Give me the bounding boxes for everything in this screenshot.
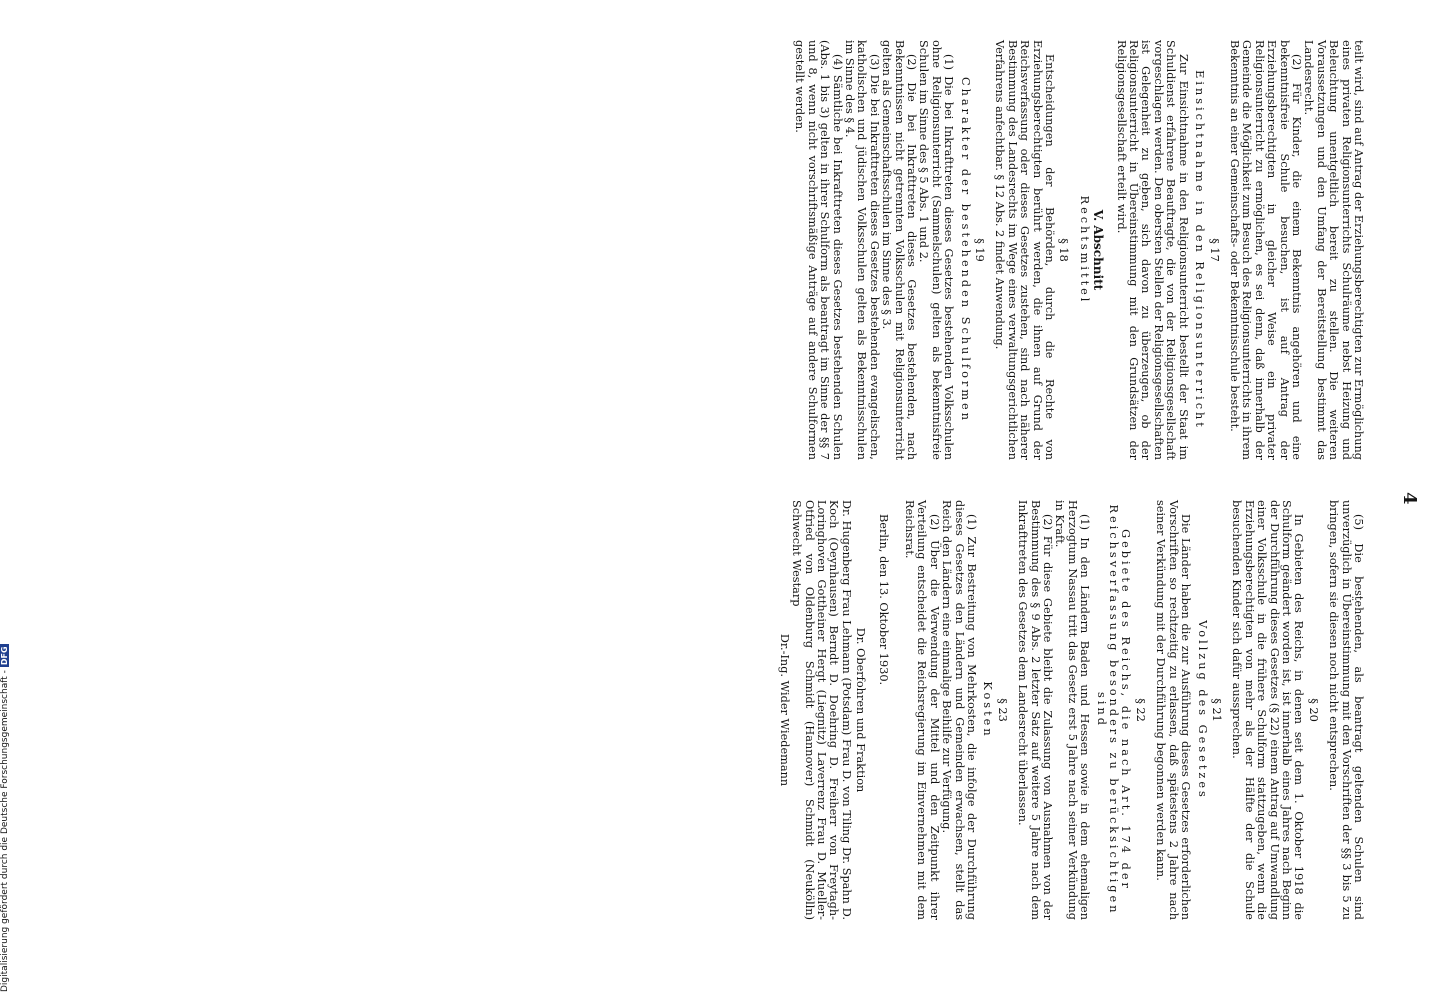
- body-paragraph: (3) Die bei Inkrafttreten dieses Gesetzes bestehenden evangelischen, katholischen und jüdischen Volksschulen gelten als Bekenntnisschulen im Sinne des § 4.: [842, 40, 881, 460]
- paragraph-number: § 18: [1057, 238, 1071, 262]
- paragraph-heading: Gebiete des Reichs, die nach Art. 174 der Reichsverfassung besonders zu berücksichtigen sind: [1094, 504, 1133, 916]
- signatories-last: Dr.-Ing. Wider Wiedemann: [777, 633, 791, 787]
- date-line: Berlin, den 13. Oktober 1930.: [876, 514, 890, 686]
- body-paragraph: (5) Die bestehenden, als beantragt geltenden Schulen sind unverzüglich in Übereinstimmung mit den Vorschriften der §§ 3 bis 5 zu bringen, sofern sie diesen noch nicht entsprechen.: [1327, 500, 1365, 920]
- body-paragraph: (2) Für Kinder, die einem Bekenntnis angehören und eine bekenntnisfreie Schule besuchen, ist auf Antrag der Erziehungsberechtigten in gleicher Weise ein privater Religionsunterricht zu ermöglichen, es sei denn, daß innerhalb der Gemeinde die Möglichkeit zum Besuch des Religionsunterrichts in ihrem Bekenntnis an einer Gemeinschafts- oder Bekenntnisschule besteht.: [1227, 40, 1303, 460]
- footer-text: Digitalisierung gefördert durch die Deutsche Forschungsgemeinschaft -: [0, 670, 10, 992]
- digitization-footer: [0, 644, 10, 992]
- paragraph-number: § 19: [973, 238, 987, 262]
- paragraph-heading: Rechtsmittel: [1077, 195, 1091, 305]
- paragraph-heading: Charakter der bestehenden Schulformen: [958, 76, 972, 423]
- paragraph-number: § 17: [1207, 238, 1221, 262]
- paragraph-number: § 21: [1209, 698, 1223, 722]
- body-paragraph: (4) Sämtliche bei Inkrafttreten dieses Gesetzes bestehenden Schulen (Abs. 1 bis 3) gelten in ihrer Schulform als beantragt im Sinne der §§ 7 und 8, wenn nicht vorschriftsmäßige Anträge auf andere Schulformen gestellt werden.: [793, 40, 844, 460]
- signatories: Dr. Hugenberg Frau Lehmann (Potsdam) Frau D. von Tiling Dr. Spahn D. Koch (Oeynhausen) Berndt D. Doehring D. Freiherr von Freytagh-Loringhoven Gottheiner Hergt (Liegnitz) Laverrenz Frau D. Mueller-Otfried von Oldenburg Schmidt (Hannover) Schmidt (Neukölln) Schwecht Westarp: [790, 500, 853, 920]
- body-paragraph: (1) Die bei Inkrafttreten dieses Gesetzes bestehenden Volksschulen ohne Religionsunterricht (Sammelschulen) gelten als bekenntnisfreie Schulen im Sinne des § 5 Abs. 1 und 2.: [917, 40, 956, 460]
- body-paragraph: In Gebieten des Reichs, in denen seit dem 1. Oktober 1918 die Schulform geändert worden ist, ist innerhalb eines Jahres nach Beginn der Durchführung dieses Gesetzes (§ 22) einem Antrag auf Umwandlung einer Volksschule in die frühere Schulform stattzugeben, wenn die Erziehungsberechtigten von mehr als der Hälfte der die Schule besuchenden Kinder sich dafür aussprechen.: [1230, 500, 1306, 920]
- body-paragraph: Die Länder haben die zur Ausführung dieses Gesetzes erforderlichen Vorschriften so rechtzeitig zu erlassen, daß spätestens 2 Jahre nach seiner Verkündung mit der Durchführung begonnen werden kann.: [1154, 500, 1193, 920]
- body-paragraph: Zur Einsichtnahme in den Religionsunterricht bestellt der Staat im Schuldienst erfahrene Beauftragte, die von der Religionsgesellschaft vorgeschlagen werden. Den obersten Stellen der Religionsgesellschaften ist Gelegenheit zu geben, sich davon zu überzeugen, ob der Religionsunterricht in Übereinstimmung mit den Grundsätzen der Religionsgesellschaft erteilt wird.: [1114, 40, 1190, 461]
- body-paragraph: (1) Zur Bestreitung von Mehrkosten, die infolge der Durchführung dieses Gesetzes den Ländern und Gemeinden erwachsen, stellt das Reich den Ländern eine einmalige Beihilfe zur Verfügung.: [940, 500, 979, 920]
- right-column: [777, 500, 1364, 920]
- body-paragraph: (2) Die bei Inkrafttreten dieses Gesetzes bestehenden, nach Bekenntnissen nicht getrennten Volksschulen mit Religionsunterricht gelten als Gemeinschaftsschulen im Sinne des § 3.: [880, 40, 918, 460]
- paragraph-heading: Vollzug des Gesetzes: [1195, 620, 1209, 800]
- body-paragraph: Entscheidungen der Behörden, durch die Rechte von Erziehungsberechtigten berührt werden, die ihnen auf Grund der Reichsverfassung oder dieses Gesetzes zustehen, sind nach näherer Bestimmung des Landesrechts im Wege eines verwaltungsgerichtlichen Verfahrens anfechtbar. § 12 Abs. 2 findet Anwendung.: [993, 40, 1057, 460]
- paragraph-heading: Einsichtnahme in den Religionsunterricht: [1193, 70, 1207, 430]
- body-paragraph: teilt wird, sind auf Antrag der Erziehungsberechtigten zur Ermöglichung eines privaten Religionsunterrichts Schulräume nebst Heizung und Beleuchtung unentgeltlich bereit zu stellen. Die weiteren Voraussetzungen und den Umfang der Bereitstellung bestimmt das Landesrecht.: [1302, 40, 1365, 460]
- party-line: Dr. Oberfohren und Fraktion: [854, 627, 868, 793]
- left-column: [793, 40, 1364, 460]
- paragraph-number: § 20: [1306, 698, 1320, 722]
- section-heading: V. Abschnitt: [1091, 209, 1106, 291]
- body-paragraph: (1) In den Ländern Baden und Hessen sowie in dem ehemaligen Herzogtum Nassau tritt das Gesetz erst 5 Jahre nach seiner Verkündung in Kraft.: [1053, 500, 1092, 920]
- body-paragraph: (2) Über die Verwendung der Mittel und den Zeitpunkt ihrer Verteilung entscheidet die Reichsregierung im Einvernehmen mit dem Reichsrat.: [903, 500, 941, 920]
- paragraph-number: § 22: [1133, 698, 1147, 722]
- paragraph-heading: Kosten: [981, 681, 995, 739]
- paragraph-number: § 23: [995, 698, 1009, 722]
- dfg-logo: DFG: [0, 646, 9, 666]
- body-paragraph: (2) Für diese Gebiete bleibt die Zulassung von Ausnahmen von der Bestimmung des § 9 Abs. 2 letzter Satz auf weitere 5 Jahre nach dem Inkrafttreten des Gesetzes dem Landesrecht überlassen.: [1016, 500, 1055, 920]
- page-number: 4: [1399, 492, 1420, 505]
